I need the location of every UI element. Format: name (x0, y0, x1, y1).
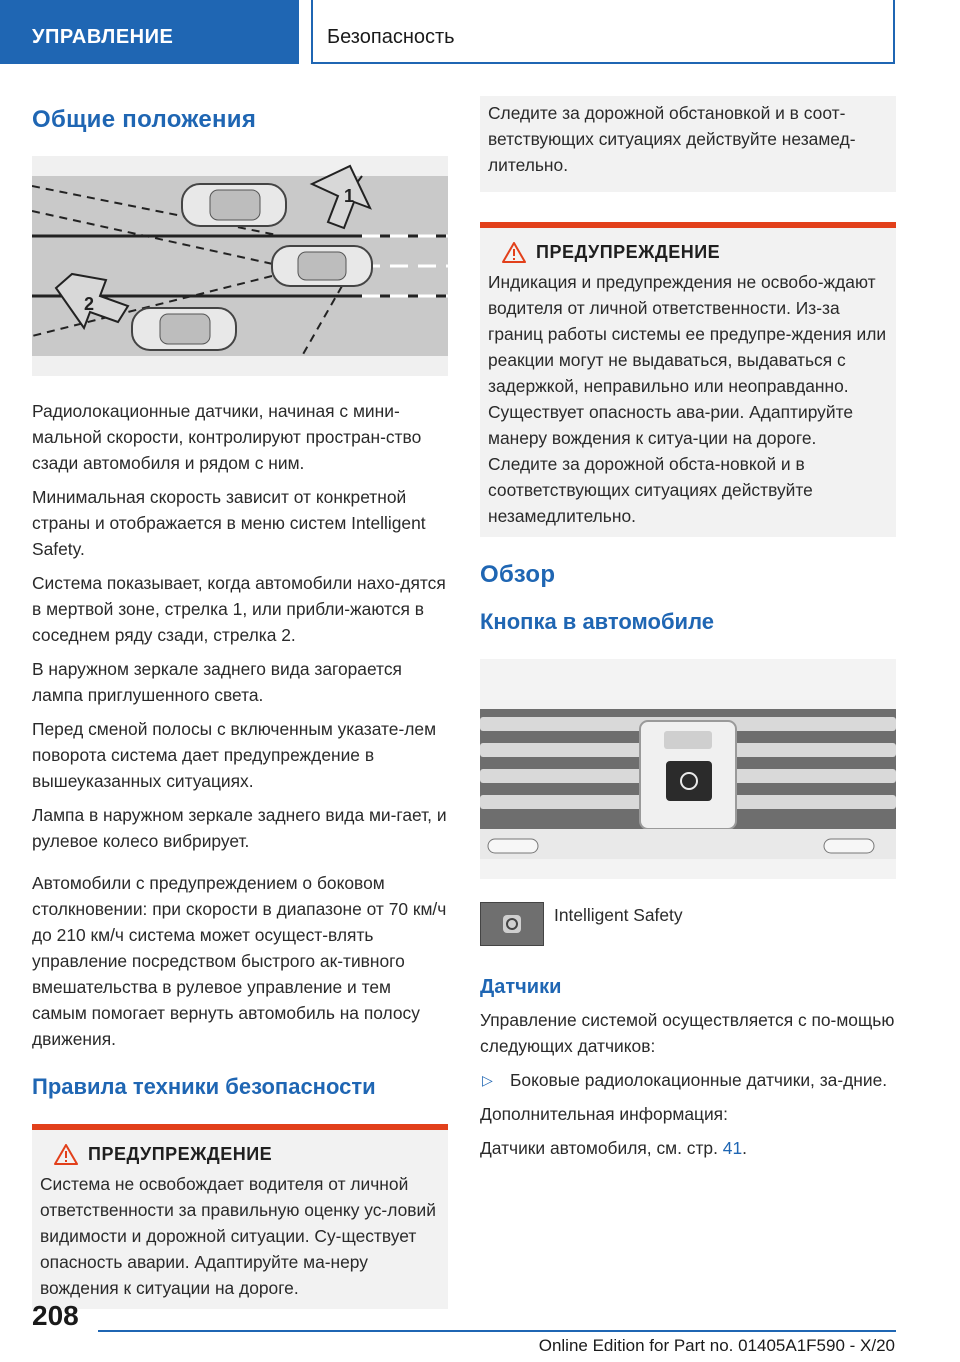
note-text: Следите за дорожной обстановкой и в соот-ветствующих ситуациях действуйте незамед-лительно. (488, 103, 856, 175)
more-info: Дополнительная информация: (480, 1104, 728, 1124)
sensors-intro: Управление системой осуществляется с по-мощью следующих датчиков: (480, 1010, 895, 1056)
button-legend (480, 902, 896, 946)
reference-text: Датчики автомобиля, см. стр. (480, 1138, 723, 1158)
bullet-text: Боковые радиолокационные датчики, за-дние. (510, 1070, 888, 1090)
heading-button: Кнопка в автомобиле (480, 609, 714, 634)
warning-title-text: ПРЕДУПРЕЖДЕНИЕ (88, 1144, 273, 1164)
paragraph: Перед сменой полосы с включенным указате-лем поворота система дает предупреждение в вышеуказанных ситуациях. (32, 719, 437, 791)
warning-title-text: ПРЕДУПРЕЖДЕНИЕ (536, 242, 721, 262)
arrow-2-label: 2 (84, 294, 95, 314)
page-number: 208 (32, 1300, 79, 1331)
warning-title (32, 1130, 448, 1171)
button-label: Intelligent Safety (554, 905, 683, 925)
left-column (32, 96, 448, 1309)
blind-spot-illustration (32, 156, 448, 376)
paragraph: Радиолокационные датчики, начиная с мини-мальной скорости, контролируют простран-ство сзади автомобиля и рядом с ним. (32, 401, 422, 473)
warning-text: Система не освобождает водителя от личной ответственности за правильную оценку ус-ловий видимости и дорожной ситуации. Су-ществует опасность аварии. Адаптируйте ма-неру вождения к ситуации на дороге. (40, 1174, 436, 1298)
right-column (480, 96, 896, 1169)
intelligent-safety-icon (499, 911, 525, 937)
warning-triangle-icon (54, 1144, 78, 1165)
edition-note: Online Edition for Part no. 01405A1F590 - X/20 (538, 1336, 895, 1355)
car-top (182, 184, 286, 226)
warning-title (480, 228, 896, 269)
warning-text: Индикация и предупреждения не освобо-ждают водителя от личной ответственности. Из-за границ работы системы ее предупре-ждения или реакции могут не выдаваться, выдаваться с задержкой, неправильно или неоправданно. Существует опасность ава-рии. Адаптируйте манеру вождения к ситуа-ции на дороге. Следите за дорожной обста-новкой и в соответствующих ситуациях действуйте незамедлительно. (488, 272, 887, 526)
paragraph: Система показывает, когда автомобили нахо-дятся в мертвой зоне, стрелка 1, или прибли-жаются в соседнем ряду сзади, стрелка 2. (32, 573, 446, 645)
paragraph: Автомобили с предупреждением о боковом столкновении: при скорости в диапазоне от 70 км/ч до 210 км/ч система может осущест-влять управление посредством быстрого ак-тивного вмешательства в рулевое управление и тем самым помогает вернуть автомобиль на полосу движения. (32, 873, 447, 1049)
warning-triangle-icon (502, 242, 526, 263)
reference-end: . (742, 1138, 747, 1158)
vent-button-photo (480, 659, 896, 879)
section-tab[interactable]: УПРАВЛЕНИЕ (0, 0, 299, 64)
car-middle (272, 246, 372, 286)
warning-box-left (32, 1124, 448, 1309)
paragraph: В наружном зеркале заднего вида загорается лампа приглушенного света. (32, 659, 402, 705)
paragraph: Минимальная скорость зависит от конкретной страны и отображается в меню систем Intelligent Safety. (32, 487, 426, 559)
heading-sensors: Датчики (480, 976, 562, 998)
footer-divider (98, 1330, 896, 1332)
reference-line (480, 1135, 896, 1161)
triangle-bullet-icon: ▷ (482, 1072, 493, 1088)
note-box (480, 96, 896, 192)
warning-box-right (480, 222, 896, 537)
heading-safety: Правила техники безопасности (32, 1074, 376, 1099)
list-item (480, 1067, 896, 1093)
chapter-tab[interactable]: Безопасность (311, 0, 895, 64)
car-bottom (132, 308, 236, 350)
paragraph: Лампа в наружном зеркале заднего вида ми-гает, и рулевое колесо вибрирует. (32, 805, 447, 851)
arrow-1-label: 1 (344, 186, 355, 206)
page-link[interactable]: 41 (722, 1138, 743, 1158)
intelligent-safety-button[interactable] (480, 902, 544, 946)
heading-general: Общие положения (32, 106, 257, 133)
heading-overview: Обзор (480, 561, 556, 588)
